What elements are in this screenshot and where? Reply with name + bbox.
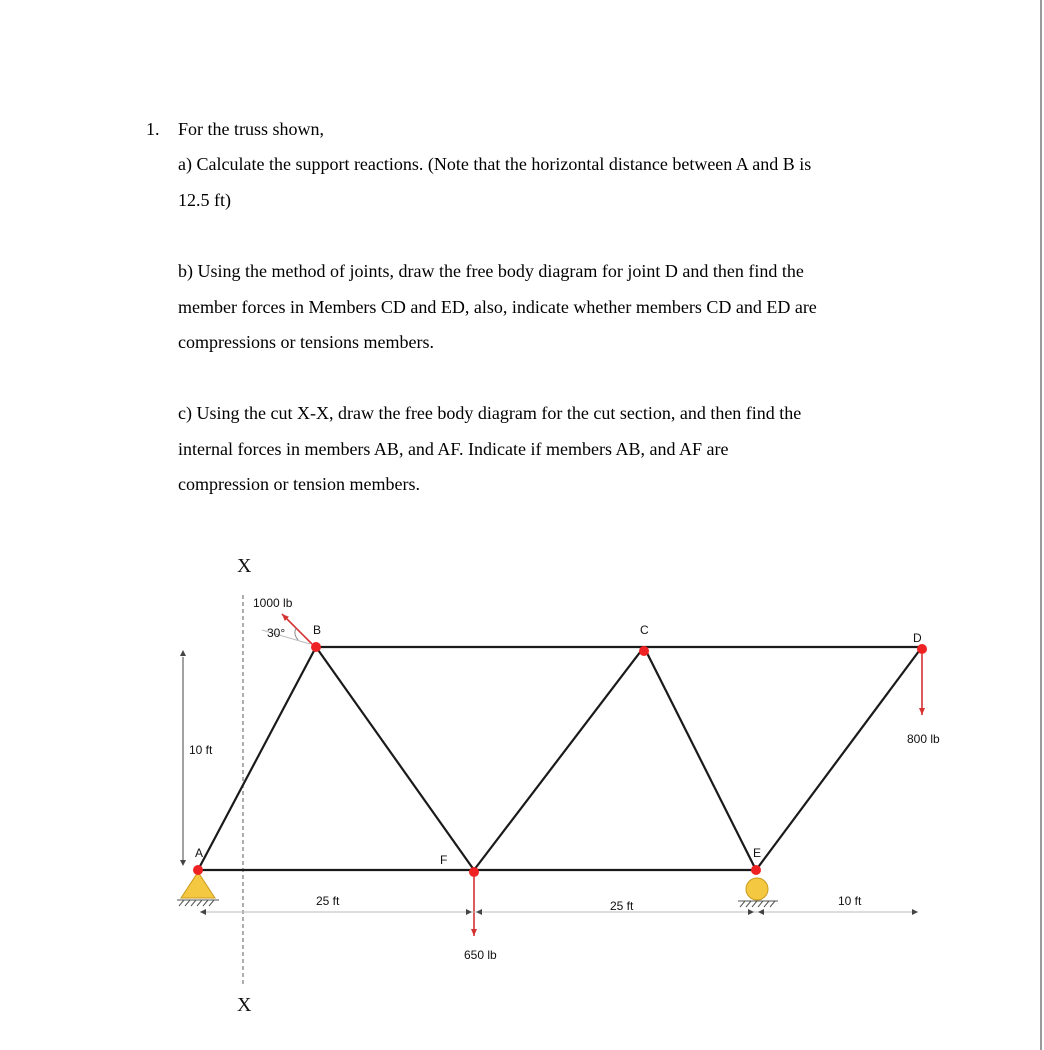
truss-members bbox=[198, 647, 922, 870]
span-label-3: 10 ft bbox=[838, 894, 862, 908]
roller-support-ground bbox=[738, 901, 778, 907]
part-a-line: a) Calculate the support reactions. (Note that the horizontal distance between A and B is bbox=[178, 154, 812, 174]
member-ab bbox=[198, 647, 316, 870]
load-label-f: 650 lb bbox=[464, 948, 497, 962]
cut-label-bottom: X bbox=[237, 994, 252, 1016]
part-a-line: 12.5 ft) bbox=[178, 189, 231, 210]
member-ce bbox=[644, 647, 756, 870]
span-label-2: 25 ft bbox=[610, 899, 634, 913]
pin-support bbox=[181, 872, 215, 898]
part-b-line: b) Using the method of joints, draw the free body diagram for joint D and then find the bbox=[178, 261, 804, 281]
height-arrow-top bbox=[180, 650, 186, 656]
part-b-line: member forces in Members CD and ED, also, indicate whether members CD and ED are bbox=[178, 296, 817, 317]
joint-label-c: C bbox=[640, 623, 649, 637]
span-tick-f-left bbox=[466, 909, 472, 915]
joint-f bbox=[469, 867, 479, 877]
pin-support-ground bbox=[177, 900, 219, 906]
joint-d bbox=[917, 644, 927, 654]
member-bf bbox=[316, 647, 474, 870]
member-ed bbox=[756, 647, 922, 870]
question-intro: For the truss shown, bbox=[178, 119, 325, 139]
joint-c bbox=[639, 646, 649, 656]
load-label-d: 800 lb bbox=[907, 732, 940, 746]
joint-label-f: F bbox=[440, 853, 448, 867]
roller-support bbox=[746, 878, 768, 900]
span-tick-e-right bbox=[758, 909, 764, 915]
joint-label-d: D bbox=[913, 631, 922, 645]
joint-label-b: B bbox=[313, 623, 322, 637]
height-arrow-bottom bbox=[180, 860, 186, 866]
part-c-line: internal forces in members AB, and AF. Indicate if members AB, and AF are bbox=[178, 438, 729, 459]
load-label-b: 1000 lb bbox=[253, 596, 293, 610]
span-tick-e-left bbox=[748, 909, 754, 915]
angle-label: 30° bbox=[267, 626, 286, 640]
joint-label-a: A bbox=[195, 846, 204, 860]
span-label-1: 25 ft bbox=[316, 894, 340, 908]
joint-label-e: E bbox=[753, 846, 762, 860]
span-tick-f-right bbox=[476, 909, 482, 915]
span-arrow-left bbox=[200, 909, 206, 915]
member-fc bbox=[474, 647, 644, 870]
height-label: 10 ft bbox=[189, 743, 213, 757]
joint-a bbox=[193, 865, 203, 875]
cut-label-top: X bbox=[237, 555, 252, 577]
span-arrow-right bbox=[912, 909, 918, 915]
part-c-line: compression or tension members. bbox=[178, 474, 420, 494]
part-c-line: c) Using the cut X-X, draw the free body diagram for the cut section, and then find the bbox=[178, 403, 802, 423]
joint-e bbox=[751, 865, 761, 875]
question-number: 1. bbox=[146, 119, 160, 139]
joints bbox=[193, 642, 927, 877]
part-b-line: compressions or tensions members. bbox=[178, 332, 434, 352]
